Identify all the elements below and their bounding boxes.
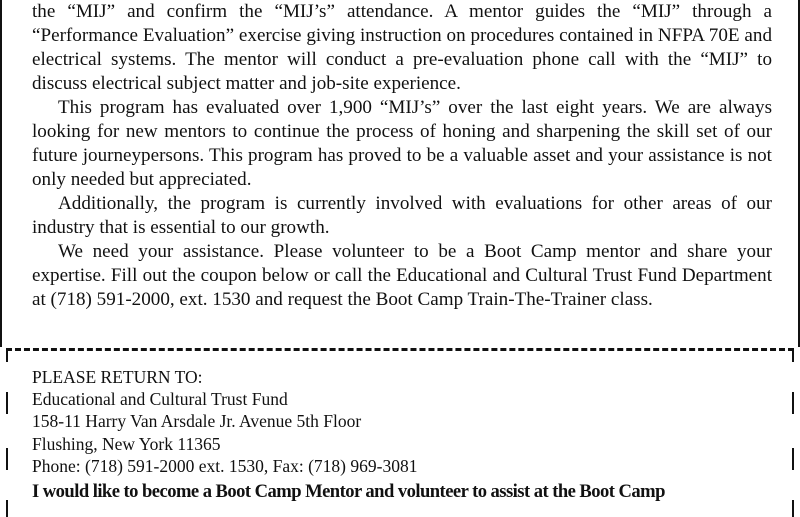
cut-line [6, 348, 794, 351]
coupon-organization: Educational and Cultural Trust Fund [32, 389, 288, 410]
coupon-heading: PLEASE RETURN TO: [32, 367, 203, 387]
coupon-volunteer-statement: I would like to become a Boot Camp Mentor and volunteer to assist at the Boot Camp [32, 481, 665, 503]
coupon-contact: Phone: (718) 591-2000 ext. 1530, Fax: (718) 969-3081 [32, 455, 418, 476]
coupon-street: 158-11 Harry Van Arsdale Jr. Avenue 5th Floor [32, 411, 362, 432]
article-paragraph-4: We need your assistance. Please volunteer to be a Boot Camp mentor and share your expertise. Fill out the coupon below or call the Educational and Cultural Trust Fund Department at (718) 591-2000, ext. 1530 and request the Boot Camp Train-The-Trainer class. [32, 241, 772, 310]
coupon-border-left-3 [6, 448, 8, 470]
article-body [32, 0, 772, 312]
coupon-border-left-4 [6, 500, 8, 517]
coupon-border-right-2 [792, 392, 794, 414]
article-paragraph-1: the “MIJ” and confirm the “MIJ’s” attendance. A mentor guides the “MIJ” through a “Performance Evaluation” exercise giving instruction on procedures contained in NFPA 70E and electrical systems. The mentor will conduct a pre-evaluation phone call with the “MIJ” to discuss electrical subject matter and job-site experience. [32, 1, 772, 94]
coupon-border-right-1 [792, 348, 794, 362]
return-coupon [32, 366, 792, 505]
coupon-border-right-3 [792, 448, 794, 470]
coupon-city: Flushing, New York 11365 [32, 433, 221, 454]
coupon-border-left-1 [6, 348, 8, 362]
coupon-border-right-4 [792, 500, 794, 517]
coupon-border-left-2 [6, 392, 8, 414]
article-paragraph-2: This program has evaluated over 1,900 “MIJ’s” over the last eight years. We are always looking for new mentors to continue the process of honing and sharpening the skill set of our future journeypersons. This program has proved to be a valuable asset and your assistance is not only needed but appreciated. [32, 97, 772, 190]
article-paragraph-3: Additionally, the program is currently involved with evaluations for other areas of our industry that is essential to our growth. [32, 193, 772, 238]
